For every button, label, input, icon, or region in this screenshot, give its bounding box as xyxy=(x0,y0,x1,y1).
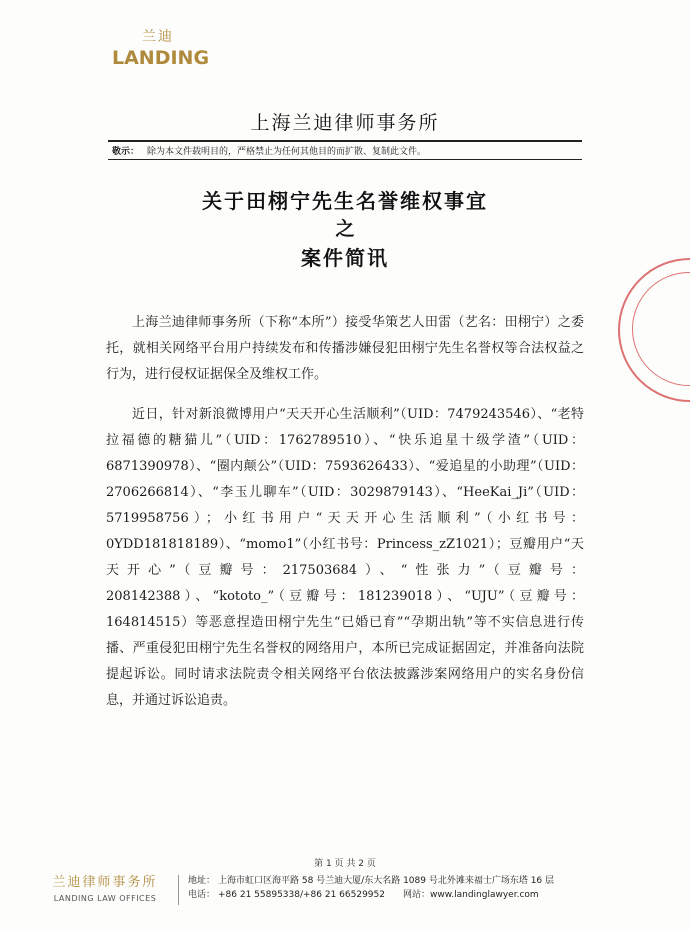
heading-line-3: 案件简讯 xyxy=(301,246,389,270)
footer-logo-en: LANDING LAW OFFICES xyxy=(53,894,157,903)
footer-address-row xyxy=(188,874,554,888)
logo-cn-text: 兰迪 xyxy=(142,29,174,45)
address-label: 地址： xyxy=(188,876,216,886)
footer-contact-row xyxy=(188,888,554,902)
phone-value: +86 21 55895338/+86 21 66529952 xyxy=(218,890,385,900)
address-value: 上海市虹口区海平路 58 号兰迪大厦/东大名路 1089 号北外滩来福士广场东塔 16 层 xyxy=(218,876,555,886)
page-number: 第 1 页 共 2 页 xyxy=(314,859,376,869)
firm-logo xyxy=(112,28,210,84)
footer-logo-cn: 兰迪律师事务所 xyxy=(52,875,158,890)
heading-line-2: 之 xyxy=(335,218,355,240)
body-paragraph-2: 近日，针对新浪微博用户“天天开心生活顺利”（UID：7479243546）、“老特拉福德的糖猫儿”（UID：1762789510）、“快乐追星十级学渣”（UID：6871390978）、“圈内颠公”（UID：7593626433）、“爱追星的小助理”（UID：2706266814）、“李玉儿聊车”（UID：3029879143）、“HeeKai_Ji”（UID：5719958756）；小红书用户“天天开心生活顺利”（小红书号：0YDD181818189）、“momo1”（小红书号：Princess_zZ1021）；豆瓣用户“天天开心”（豆瓣号：217503684）、“性张力”（豆瓣号：208142388）、“kototo_”（豆瓣号：181239018）、“UJU”（豆瓣号：164814515）等恶意捏造田栩宁先生“已婚已育”“孕期出轨”等不实信息进行传播、严重侵犯田栩宁先生名誉权的网络用户，本所已完成证据固定，并准备向法院提起诉讼。同时请求法院责令相关网络平台依法披露涉案网络用户的实名身份信息，并通过诉讼追责。 xyxy=(106,407,584,708)
phone-label: 电话： xyxy=(188,890,216,900)
footer-divider xyxy=(178,875,179,905)
notice-text: 除为本文件载明目的，严格禁止为任何其他目的而扩散、复制此文件。 xyxy=(147,147,427,157)
site-value[interactable]: www.landinglawyer.com xyxy=(430,890,539,900)
seal-stamp xyxy=(618,258,690,402)
firm-title: 上海兰迪律师事务所 xyxy=(250,112,440,134)
heading-line-1: 关于田栩宁先生名誉维权事宜 xyxy=(202,189,488,213)
notice-label: 敬示： xyxy=(112,147,140,157)
confidentiality-notice xyxy=(108,140,582,160)
seal-inner-ring xyxy=(632,272,690,386)
site-label: 网站： xyxy=(402,890,430,900)
footer-contact xyxy=(188,874,554,902)
footer-logo xyxy=(40,874,170,906)
logo-en-text: LANDING xyxy=(112,47,210,69)
body-paragraph-1: 上海兰迪律师事务所（下称“本所”）接受华策艺人田雷（艺名：田栩宁）之委托，就相关网络平台用户持续发布和传播涉嫌侵犯田栩宁先生名誉权等合法权益之行为，进行侵权证据保全及维权工作。 xyxy=(106,315,584,382)
